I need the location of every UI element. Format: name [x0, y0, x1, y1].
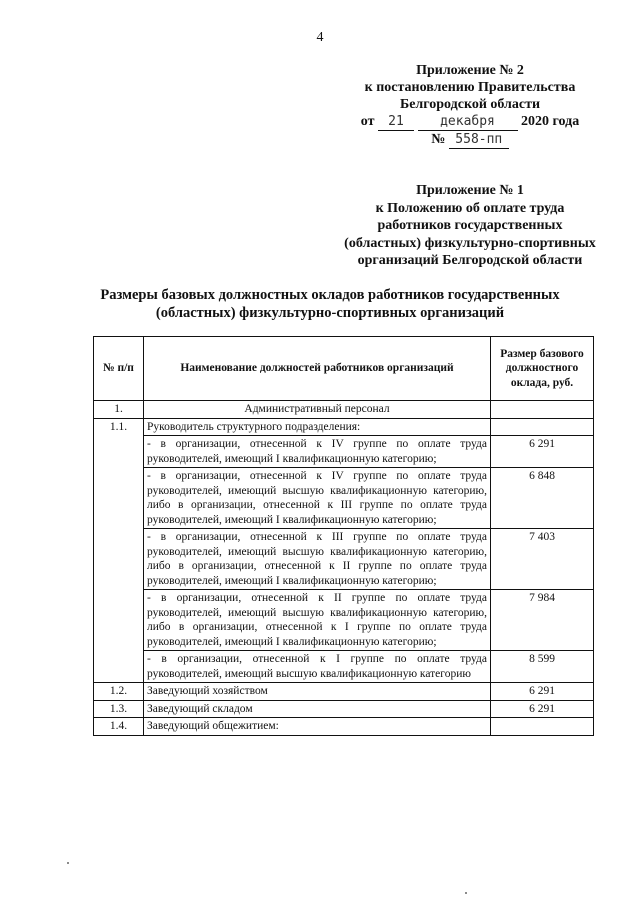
header-num: № п/п — [94, 337, 144, 401]
table-row — [94, 683, 594, 701]
row-value: 6 291 — [491, 683, 594, 701]
table-row — [94, 700, 594, 718]
table-header-row — [94, 337, 594, 401]
row-num: 1.2. — [94, 683, 144, 701]
header-salary: Размер базового должностного оклада, руб. — [491, 337, 594, 401]
scan-speck — [465, 892, 467, 894]
subrow-value: 6 848 — [491, 468, 594, 529]
salary-table — [93, 336, 594, 736]
appendix-1-line1: к Положению об оплате труда — [375, 200, 565, 216]
appendix-2-title: Приложение № 2 — [416, 63, 524, 78]
document-title — [80, 286, 580, 322]
table-row-section-1 — [94, 401, 594, 419]
appendix-2-line2: Белгородской области — [399, 97, 541, 112]
subrow-text: - в организации, отнесенной к II группе по оплате труда руководителей, имеющий высшую квалификационную категорию, либо в организации, отнесенной к I группе по оплате труда руководителей, имеющий I квалификационную категорию; — [144, 590, 491, 651]
appendix-2-date-line — [330, 113, 610, 131]
table-subrow — [94, 529, 594, 590]
subrow-value: 7 984 — [491, 590, 594, 651]
row-num: 1.3. — [94, 700, 144, 718]
appendix-2-line1: к постановлению Правительства — [364, 80, 576, 95]
subrow-text: - в организации, отнесенной к I группе по оплате труда руководителей, имеющий высшую квалификационную категорию — [144, 651, 491, 683]
appendix-1-title: Приложение № 1 — [416, 183, 524, 198]
subrow-value: 6 291 — [491, 436, 594, 468]
number-prefix: № — [431, 132, 446, 147]
row-value — [491, 401, 594, 419]
document-title-line2: (областных) физкультурно-спортивных организаций — [155, 305, 505, 321]
row-position: Заведующий общежитием: — [144, 718, 491, 736]
row-num: 1. — [94, 401, 144, 419]
appendix-2-number-line — [330, 131, 610, 149]
row-position: Руководитель структурного подразделения: — [144, 418, 491, 436]
document-title-line1: Размеры базовых должностных окладов работников государственных — [100, 287, 560, 303]
subrow-text: - в организации, отнесенной к IV группе по оплате труда руководителей, имеющий I квалификационную категорию; — [144, 436, 491, 468]
row-value — [491, 718, 594, 736]
appendix-1-line4: организаций Белгородской области — [357, 253, 583, 268]
subrow-value: 7 403 — [491, 529, 594, 590]
subrow-text: - в организации, отнесенной к IV группе по оплате труда руководителей, имеющий высшую квалификационную категорию, либо в организации, отнесенной к III группе по оплате труда руководителей, имеющий I квалификационную категорию; — [144, 468, 491, 529]
date-month: декабря — [418, 113, 518, 131]
date-day: 21 — [378, 113, 414, 131]
row-value — [491, 418, 594, 436]
appendix-1-line3: (областных) физкультурно-спортивных — [344, 235, 596, 251]
page-number: 4 — [316, 30, 324, 45]
table-subrow — [94, 651, 594, 683]
date-year: 2020 года — [521, 114, 580, 129]
appendix-1-block — [320, 182, 620, 270]
row-num: 1.1. — [94, 418, 144, 683]
table-row — [94, 718, 594, 736]
row-position: Заведующий складом — [144, 700, 491, 718]
section-title: Административный персонал — [144, 401, 491, 419]
appendix-1-line2: работников государственных — [377, 218, 563, 233]
row-num: 1.4. — [94, 718, 144, 736]
table-subrow — [94, 590, 594, 651]
subrow-text: - в организации, отнесенной к III группе по оплате труда руководителей, имеющий высшую квалификационную категорию, либо в организации, отнесенной к II группе по оплате труда руководителей, имеющий I квалификационную категорию; — [144, 529, 491, 590]
table-subrow — [94, 468, 594, 529]
appendix-2-block — [330, 62, 610, 149]
row-position: Заведующий хозяйством — [144, 683, 491, 701]
scan-speck — [67, 862, 69, 864]
table-subrow — [94, 436, 594, 468]
table-row-1-1 — [94, 418, 594, 436]
document-number: 558-пп — [449, 131, 509, 149]
header-position: Наименование должностей работников организаций — [144, 337, 491, 401]
row-value: 6 291 — [491, 700, 594, 718]
date-prefix: от — [360, 114, 375, 129]
subrow-value: 8 599 — [491, 651, 594, 683]
